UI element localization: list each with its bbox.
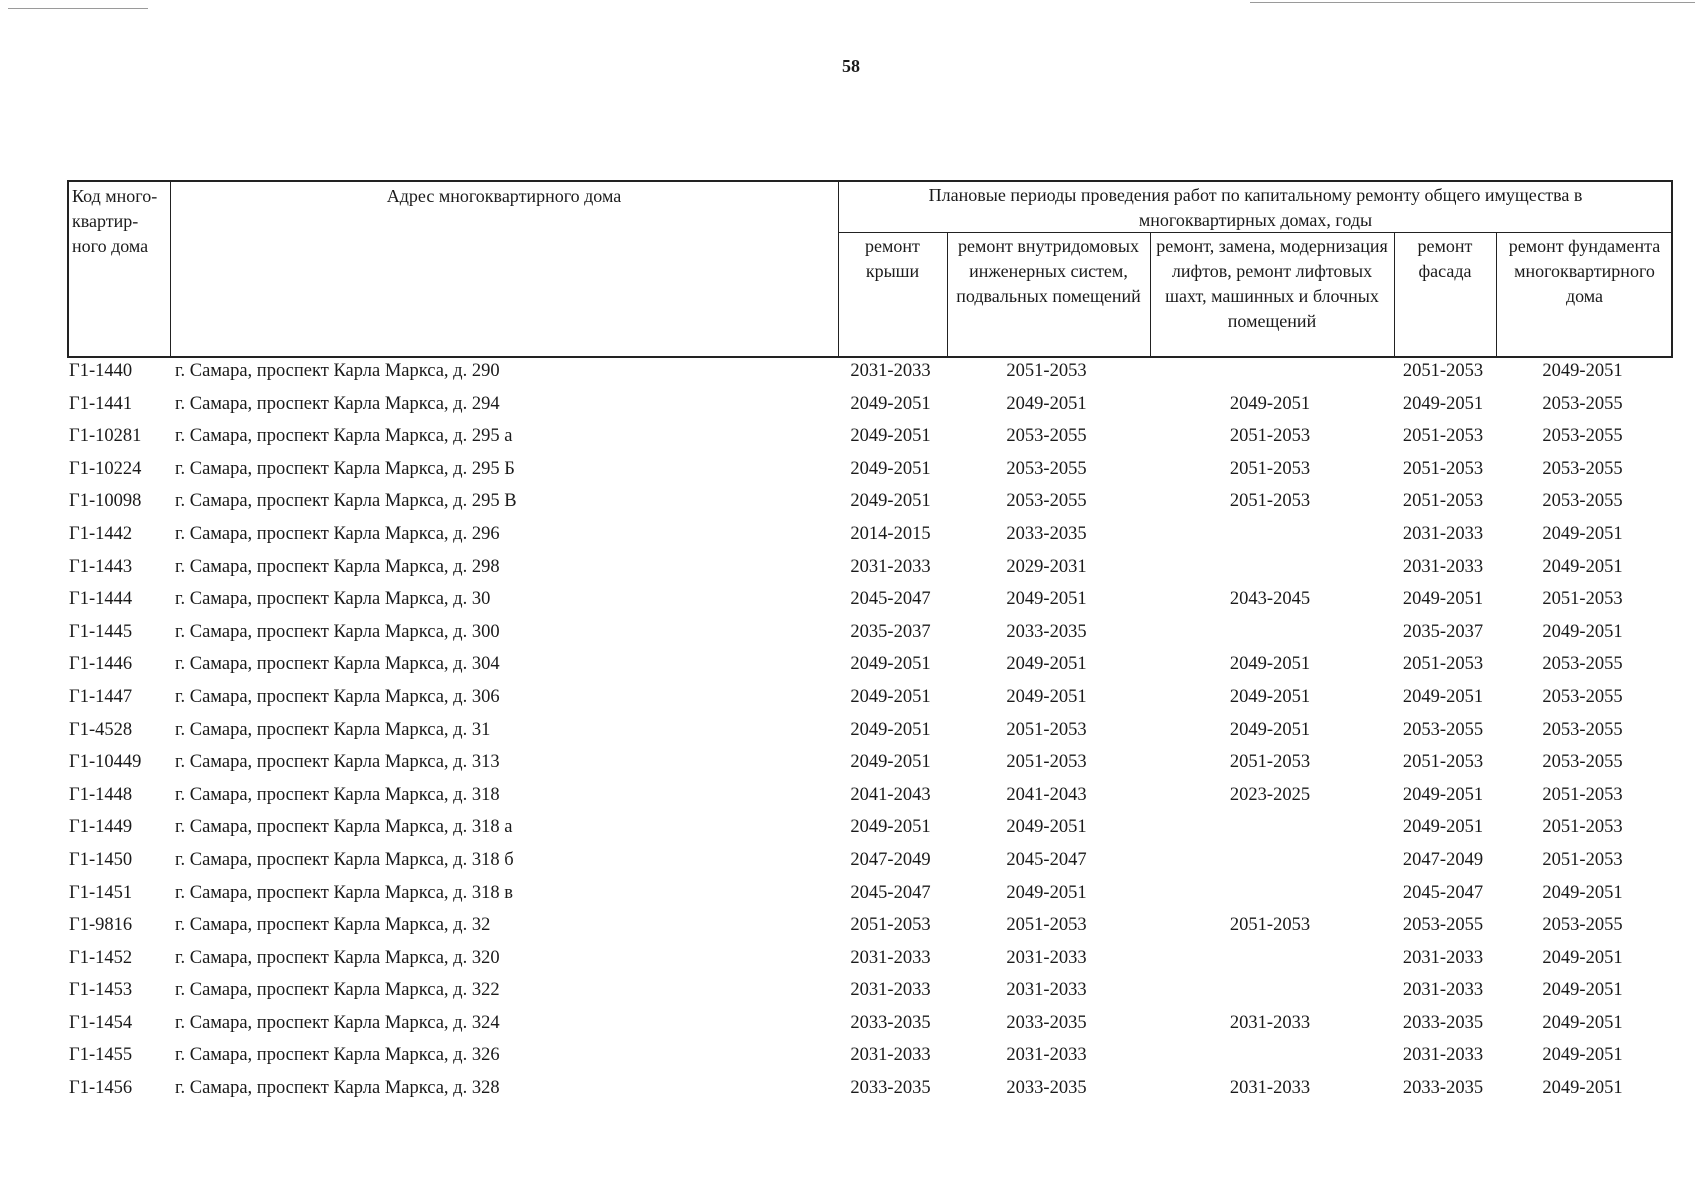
page-number: 58 [842, 56, 860, 76]
cell-engineering: 2045-2047 [1006, 849, 1087, 870]
header-foundation: ремонт фундамента многоквартирного дома [1508, 236, 1661, 306]
cell-foundation: 2051-2053 [1542, 817, 1623, 838]
cell-foundation: 2051-2053 [1542, 849, 1623, 870]
table-row [67, 1042, 1673, 1075]
cell-foundation: 2053-2055 [1542, 491, 1623, 512]
header-lifts: ремонт, замена, модернизация лифтов, ремонт лифтовых шахт, машинных и блочных помещений [1156, 236, 1388, 331]
cell-engineering: 2031-2033 [1006, 980, 1087, 1001]
cell-address: г. Самара, проспект Карла Маркса, д. 313 [175, 752, 500, 773]
cell-code: Г1-1446 [69, 654, 133, 675]
cell-address: г. Самара, проспект Карла Маркса, д. 318 б [175, 849, 514, 870]
header-address: Адрес многоквартирного дома [386, 186, 622, 206]
cell-address: г. Самара, проспект Карла Маркса, д. 324 [175, 1012, 500, 1033]
cell-code: Г1-1447 [69, 686, 133, 707]
cell-facade: 2049-2051 [1402, 393, 1484, 414]
cell-code: Г1-1444 [69, 589, 133, 610]
cell-foundation: 2053-2055 [1542, 458, 1623, 479]
cell-engineering: 2051-2053 [1006, 915, 1087, 936]
cell-code: Г1-1451 [69, 882, 133, 903]
cell-roof: 2049-2051 [850, 719, 931, 740]
cell-address: г. Самара, проспект Карла Маркса, д. 326 [175, 1045, 500, 1066]
cell-facade: 2049-2051 [1402, 817, 1484, 838]
cell-roof: 2049-2051 [850, 752, 931, 773]
cell-foundation: 2053-2055 [1542, 654, 1623, 675]
cell-roof: 2049-2051 [850, 491, 931, 512]
cell-foundation: 2049-2051 [1542, 556, 1623, 577]
cell-code: Г1-1454 [69, 1012, 133, 1033]
cell-code: Г1-1448 [69, 784, 133, 805]
cell-roof: 2033-2035 [850, 1012, 931, 1033]
cell-engineering: 2031-2033 [1006, 947, 1087, 968]
cell-address: г. Самара, проспект Карла Маркса, д. 31 [175, 719, 491, 740]
table-row [67, 456, 1673, 489]
cell-code: Г1-1441 [69, 393, 133, 414]
header-periods: Плановые периоды проведения работ по капитальному ремонту общего имущества в многоквартирных домах, годы [928, 185, 1583, 230]
table-row [67, 717, 1673, 750]
cell-roof: 2033-2035 [850, 1078, 931, 1099]
cell-facade: 2033-2035 [1402, 1012, 1484, 1033]
cell-code: Г1-1442 [69, 523, 133, 544]
cell-engineering: 2033-2035 [1006, 523, 1087, 544]
cell-facade: 2035-2037 [1402, 621, 1484, 642]
cell-code: Г1-10449 [69, 752, 142, 773]
table-row [67, 423, 1673, 456]
cell-address: г. Самара, проспект Карла Маркса, д. 318 [175, 784, 500, 805]
scan-artifact-top-left [8, 8, 148, 9]
cell-foundation: 2049-2051 [1542, 980, 1623, 1001]
cell-facade: 2047-2049 [1402, 849, 1484, 870]
cell-address: г. Самара, проспект Карла Маркса, д. 318 а [175, 817, 513, 838]
cell-address: г. Самара, проспект Карла Маркса, д. 296 [175, 523, 500, 544]
cell-code: Г1-1440 [69, 361, 133, 381]
cell-address: г. Самара, проспект Карла Маркса, д. 304 [175, 654, 500, 675]
cell-facade: 2051-2053 [1402, 654, 1484, 675]
cell-lifts: 2051-2053 [1229, 752, 1311, 773]
cell-lifts: 2049-2051 [1229, 654, 1311, 675]
table-row [67, 1075, 1673, 1108]
cell-engineering: 2051-2053 [1006, 719, 1087, 740]
cell-foundation: 2049-2051 [1542, 947, 1623, 968]
cell-engineering: 2033-2035 [1006, 1012, 1087, 1033]
cell-lifts: 2051-2053 [1229, 458, 1311, 479]
cell-engineering: 2049-2051 [1006, 882, 1087, 903]
cell-lifts: 2049-2051 [1229, 686, 1311, 707]
cell-code: Г1-1443 [69, 556, 133, 577]
cell-facade: 2053-2055 [1402, 719, 1484, 740]
table-row [67, 945, 1673, 978]
cell-roof: 2031-2033 [850, 556, 931, 577]
cell-foundation: 2053-2055 [1542, 686, 1623, 707]
cell-roof: 2031-2033 [850, 361, 931, 381]
cell-address: г. Самара, проспект Карла Маркса, д. 300 [175, 621, 500, 642]
cell-address: г. Самара, проспект Карла Маркса, д. 295 а [175, 426, 513, 447]
cell-roof: 2014-2015 [850, 523, 931, 544]
cell-engineering: 2053-2055 [1006, 458, 1087, 479]
cell-foundation: 2049-2051 [1542, 1012, 1623, 1033]
cell-roof: 2031-2033 [850, 947, 931, 968]
cell-facade: 2053-2055 [1402, 915, 1484, 936]
cell-code: Г1-4528 [69, 719, 133, 740]
table-row [67, 749, 1673, 782]
table-row [67, 619, 1673, 652]
cell-code: Г1-1445 [69, 621, 133, 642]
cell-foundation: 2049-2051 [1542, 361, 1623, 381]
cell-address: г. Самара, проспект Карла Маркса, д. 322 [175, 980, 500, 1001]
table-row [67, 880, 1673, 913]
cell-lifts: 2023-2025 [1229, 784, 1311, 805]
cell-facade: 2049-2051 [1402, 784, 1484, 805]
cell-facade: 2031-2033 [1402, 556, 1484, 577]
cell-roof: 2049-2051 [850, 654, 931, 675]
table-body [67, 358, 1673, 1108]
cell-foundation: 2053-2055 [1542, 426, 1623, 447]
cell-foundation: 2053-2055 [1542, 752, 1623, 773]
header-roof: ремонт крыши [865, 236, 920, 281]
cell-code: Г1-1455 [69, 1045, 133, 1066]
cell-roof: 2049-2051 [850, 686, 931, 707]
cell-foundation: 2053-2055 [1542, 915, 1623, 936]
cell-code: Г1-10281 [69, 426, 142, 447]
cell-engineering: 2049-2051 [1006, 817, 1087, 838]
cell-engineering: 2049-2051 [1006, 686, 1087, 707]
cell-engineering: 2049-2051 [1006, 654, 1087, 675]
cell-roof: 2031-2033 [850, 1045, 931, 1066]
cell-address: г. Самара, проспект Карла Маркса, д. 32 [175, 915, 491, 936]
cell-code: Г1-10224 [69, 458, 142, 479]
table-row [67, 488, 1673, 521]
cell-address: г. Самара, проспект Карла Маркса, д. 294 [175, 393, 500, 414]
table-header [67, 180, 1673, 358]
table-row [67, 521, 1673, 554]
table-row [67, 912, 1673, 945]
cell-engineering: 2029-2031 [1006, 556, 1087, 577]
cell-lifts: 2049-2051 [1229, 393, 1311, 414]
cell-roof: 2041-2043 [850, 784, 931, 805]
table-row [67, 684, 1673, 717]
table-row [67, 391, 1673, 424]
table-row [67, 814, 1673, 847]
table-row [67, 977, 1673, 1010]
cell-roof: 2045-2047 [850, 882, 931, 903]
cell-code: Г1-9816 [69, 915, 133, 936]
cell-engineering: 2033-2035 [1006, 1078, 1087, 1099]
header-engineering: ремонт внутридомовых инженерных систем, подвальных помещений [956, 236, 1141, 306]
cell-address: г. Самара, проспект Карла Маркса, д. 298 [175, 556, 500, 577]
cell-roof: 2049-2051 [850, 817, 931, 838]
table-row [67, 586, 1673, 619]
cell-engineering: 2051-2053 [1006, 752, 1087, 773]
cell-roof: 2031-2033 [850, 980, 931, 1001]
cell-code: Г1-1453 [69, 980, 133, 1001]
cell-facade: 2049-2051 [1402, 589, 1484, 610]
cell-facade: 2031-2033 [1402, 947, 1484, 968]
cell-engineering: 2033-2035 [1006, 621, 1087, 642]
cell-facade: 2031-2033 [1402, 523, 1484, 544]
cell-foundation: 2051-2053 [1542, 784, 1623, 805]
cell-facade: 2051-2053 [1402, 361, 1484, 381]
cell-engineering: 2053-2055 [1006, 426, 1087, 447]
cell-roof: 2047-2049 [850, 849, 931, 870]
cell-engineering: 2053-2055 [1006, 491, 1087, 512]
cell-engineering: 2031-2033 [1006, 1045, 1087, 1066]
cell-facade: 2051-2053 [1402, 491, 1484, 512]
cell-foundation: 2053-2055 [1542, 393, 1623, 414]
cell-address: г. Самара, проспект Карла Маркса, д. 30 [175, 589, 491, 610]
cell-engineering: 2041-2043 [1006, 784, 1087, 805]
cell-foundation: 2049-2051 [1542, 621, 1623, 642]
cell-facade: 2045-2047 [1402, 882, 1484, 903]
cell-engineering: 2051-2053 [1006, 361, 1087, 381]
cell-foundation: 2049-2051 [1542, 1045, 1623, 1066]
scan-artifact-top-right [1250, 2, 1695, 3]
cell-address: г. Самара, проспект Карла Маркса, д. 295 В [175, 491, 517, 512]
cell-roof: 2051-2053 [850, 915, 931, 936]
cell-foundation: 2049-2051 [1542, 882, 1623, 903]
cell-foundation: 2053-2055 [1542, 719, 1623, 740]
cell-facade: 2051-2053 [1402, 752, 1484, 773]
table-row [67, 554, 1673, 587]
cell-lifts: 2031-2033 [1229, 1078, 1311, 1099]
cell-address: г. Самара, проспект Карла Маркса, д. 320 [175, 947, 500, 968]
cell-address: г. Самара, проспект Карла Маркса, д. 318 в [175, 882, 513, 903]
table-row [67, 847, 1673, 880]
cell-facade: 2051-2053 [1402, 458, 1484, 479]
cell-foundation: 2051-2053 [1542, 589, 1623, 610]
cell-roof: 2035-2037 [850, 621, 931, 642]
cell-lifts: 2043-2045 [1229, 589, 1311, 610]
table-row [67, 651, 1673, 684]
cell-engineering: 2049-2051 [1006, 393, 1087, 414]
cell-code: Г1-1452 [69, 947, 133, 968]
cell-roof: 2049-2051 [850, 426, 931, 447]
table-row [67, 358, 1673, 391]
cell-foundation: 2049-2051 [1542, 1078, 1623, 1099]
cell-code: Г1-1450 [69, 849, 133, 870]
header-facade: ремонт фасада [1417, 236, 1473, 281]
cell-roof: 2049-2051 [850, 393, 931, 414]
cell-facade: 2049-2051 [1402, 686, 1484, 707]
header-code: Код много-квартир-ного дома [72, 186, 158, 256]
cell-address: г. Самара, проспект Карла Маркса, д. 290 [175, 361, 500, 381]
cell-roof: 2049-2051 [850, 458, 931, 479]
cell-code: Г1-10098 [69, 491, 142, 512]
cell-facade: 2051-2053 [1402, 426, 1484, 447]
cell-facade: 2033-2035 [1402, 1078, 1484, 1099]
cell-address: г. Самара, проспект Карла Маркса, д. 328 [175, 1078, 500, 1099]
cell-facade: 2031-2033 [1402, 980, 1484, 1001]
cell-lifts: 2051-2053 [1229, 426, 1311, 447]
cell-code: Г1-1456 [69, 1078, 133, 1099]
cell-code: Г1-1449 [69, 817, 133, 838]
cell-lifts: 2051-2053 [1229, 491, 1311, 512]
cell-foundation: 2049-2051 [1542, 523, 1623, 544]
cell-lifts: 2031-2033 [1229, 1012, 1311, 1033]
cell-address: г. Самара, проспект Карла Маркса, д. 306 [175, 686, 500, 707]
cell-lifts: 2051-2053 [1229, 915, 1311, 936]
cell-engineering: 2049-2051 [1006, 589, 1087, 610]
cell-address: г. Самара, проспект Карла Маркса, д. 295 Б [175, 458, 515, 479]
table-row [67, 1010, 1673, 1043]
cell-facade: 2031-2033 [1402, 1045, 1484, 1066]
cell-lifts: 2049-2051 [1229, 719, 1311, 740]
cell-roof: 2045-2047 [850, 589, 931, 610]
table-row [67, 782, 1673, 815]
